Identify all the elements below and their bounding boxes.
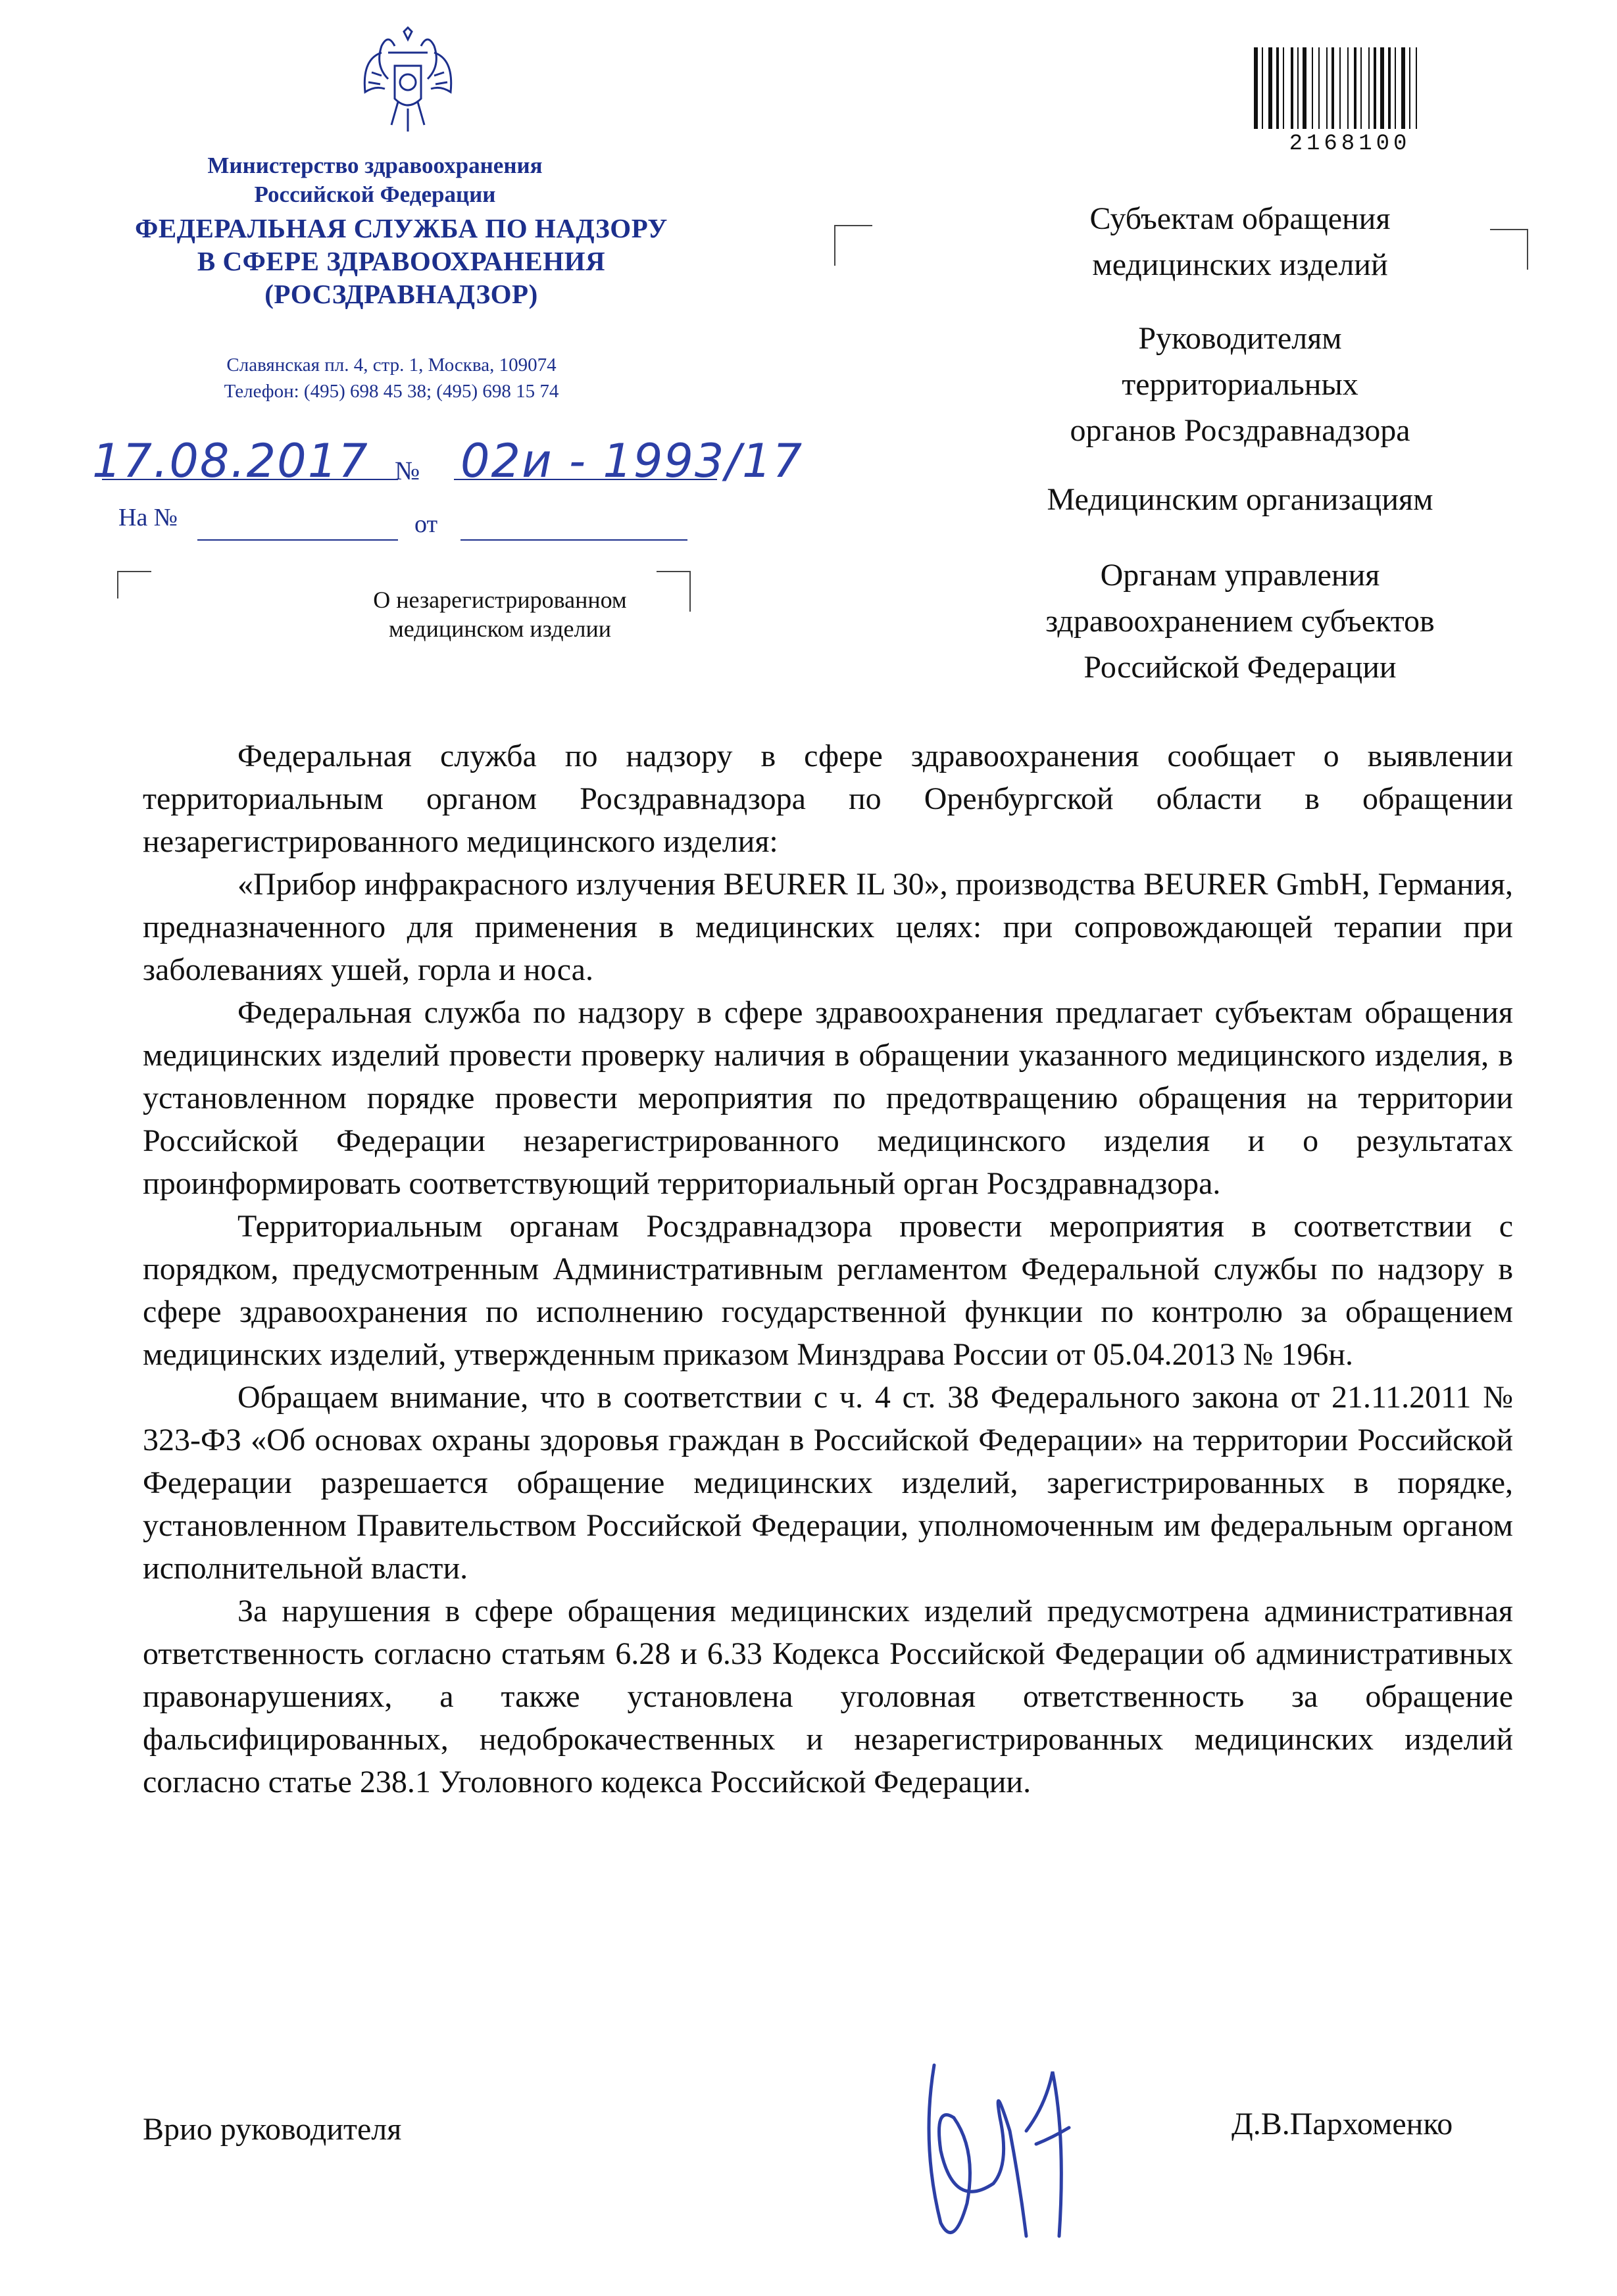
from-label: от: [414, 510, 438, 538]
registration-date: 17.08.2017: [92, 434, 369, 488]
service-line-1: ФЕДЕРАЛЬНАЯ СЛУЖБА ПО НАДЗОРУ: [135, 213, 668, 243]
barcode-bar: [1276, 47, 1279, 129]
barcode-bar: [1416, 47, 1417, 129]
barcode-bar: [1388, 47, 1391, 129]
barcode-bar: [1291, 47, 1293, 129]
service-name: [66, 212, 737, 310]
service-line-2: В СФЕРЕ ЗДРАВООХРАНЕНИЯ: [197, 246, 606, 276]
barcode-bar: [1395, 47, 1396, 129]
barcode-bar: [1312, 47, 1313, 129]
ref-number-underline: [197, 539, 398, 541]
addressee-bracket-left: [834, 225, 872, 266]
registration-number: 02и - 1993/17: [460, 434, 804, 488]
ministry-name: [138, 151, 612, 209]
barcode-bar: [1254, 47, 1258, 129]
phone-line: Телефон: (495) 698 45 38; (495) 698 15 74: [224, 381, 559, 402]
barcode-bar: [1360, 47, 1362, 129]
barcode-bar: [1409, 47, 1410, 129]
body-paragraph-2: «Прибор инфракрасного излучения BEURER IL 30», производства BEURER GmbH, Германия, предназначенного для применения в медицинских целях: при сопровождающей терапии при заболеваниях ушей, горла и носа.: [143, 867, 1513, 987]
barcode-bar: [1326, 47, 1328, 129]
address-line: Славянская пл. 4, стр. 1, Москва, 109074: [226, 354, 557, 376]
service-address: [118, 352, 664, 404]
addressee-4-line-1: Органам управления: [1100, 558, 1380, 593]
coat-of-arms-icon: [355, 26, 460, 138]
barcode-bar: [1268, 47, 1272, 129]
number-underline: [454, 479, 717, 480]
barcode-bar: [1318, 47, 1320, 129]
body-paragraph-6: За нарушения в сфере обращения медицинских изделий предусмотрена административная ответственность согласно статьям 6.28 и 6.33 Кодекса Российской Федерации об административных правонарушениях, а также установлена уголовная ответственность за обращение фальсифицированных, недоброкачественных и незарегистрированных медицинских изделий согласно статье 238.1 Уголовного кодекса Российской Федерации.: [143, 1594, 1513, 1799]
addressee-1-line-2: медицинских изделий: [1092, 247, 1388, 282]
body-paragraph-4: Территориальным органам Росздравнадзора провести мероприятия в соответствии с порядком, предусмотренным Административным регламентом Федеральной службы по надзору в сфере здравоохранения по исполнению государственной функции по контролю за обращением медицинских изделий, утвержденным приказом Минздрава России от 05.04.2013 № 196н.: [143, 1209, 1513, 1372]
subject-line-1: О незарегистрированном: [373, 587, 627, 613]
barcode-bar: [1283, 47, 1284, 129]
ministry-line-1: Министерство здравоохранения: [207, 153, 543, 178]
letter-body: [143, 735, 1513, 1803]
barcode-bar: [1368, 47, 1370, 129]
subject-line-2: медицинском изделии: [388, 616, 612, 642]
addressee-3-line-1: Медицинским организациям: [1047, 482, 1433, 517]
addressee-3: [957, 477, 1523, 523]
barcode-bar: [1374, 47, 1376, 129]
barcode-bar: [1347, 47, 1349, 129]
ref-label: На №: [118, 504, 178, 531]
addressee-4-line-3: Российской Федерации: [1083, 650, 1397, 685]
addressee-1: [957, 196, 1523, 288]
barcode-bar: [1262, 47, 1263, 129]
barcode-bar: [1401, 47, 1405, 129]
barcode-bar: [1339, 47, 1341, 129]
ministry-line-2: Российской Федерации: [254, 182, 496, 207]
barcode-bar: [1354, 47, 1356, 129]
addressee-4: [957, 552, 1523, 691]
service-line-3: (РОСЗДРАВНАДЗОР): [264, 279, 538, 309]
addressee-2-line-1: Руководителям: [1138, 321, 1342, 356]
signatory-position: Врио руководителя: [143, 2112, 402, 2147]
ref-date-underline: [460, 539, 687, 541]
addressee-2-line-3: органов Росздравнадзора: [1070, 413, 1410, 448]
addressee-4-line-2: здравоохранением субъектов: [1045, 604, 1435, 639]
barcode: [1251, 46, 1449, 132]
body-paragraph-1: Федеральная служба по надзору в сфере здравоохранения сообщает о выявлении территориальным органом Росздравнадзора по Оренбургской области в обращении незарегистрированного медицинского изделия:: [143, 739, 1513, 859]
barcode-number: 2168100: [1289, 132, 1411, 157]
addressee-1-line-1: Субъектам обращения: [1089, 201, 1391, 236]
handwritten-signature-icon: [895, 2039, 1092, 2262]
date-underline: [102, 479, 398, 480]
addressee-2: [957, 316, 1523, 454]
barcode-bar: [1331, 47, 1334, 129]
addressee-2-line-2: территориальных: [1122, 367, 1358, 402]
letter-subject: [289, 585, 710, 643]
barcode-bar: [1303, 47, 1306, 129]
barcode-bar: [1380, 47, 1384, 129]
signatory-name: Д.В.Пархоменко: [1231, 2107, 1453, 2141]
barcode-bar: [1297, 47, 1299, 129]
body-paragraph-5: Обращаем внимание, что в соответствии с ч. 4 ст. 38 Федерального закона от 21.11.2011 № 323-ФЗ «Об основах охраны здоровья граждан в Российской Федерации» на территории Российской Федерации разрешается обращение медицинских изделий, зарегистрированных в порядке, установленном Правительством Российской Федерации, уполномоченным им федеральным органом исполнительной власти.: [143, 1380, 1513, 1586]
body-paragraph-3: Федеральная служба по надзору в сфере здравоохранения предлагает субъектам обращения медицинских изделий провести проверку наличия в обращении указанного медицинского изделия, в установленном порядке провести мероприятия по предотвращению обращения на территории Российской Федерации незарегистрированного медицинского изделия и о результатах проинформировать соответствующий территориальный орган Росздравнадзора.: [143, 995, 1513, 1201]
subject-bracket-left: [117, 571, 151, 598]
number-sign: №: [395, 456, 420, 485]
